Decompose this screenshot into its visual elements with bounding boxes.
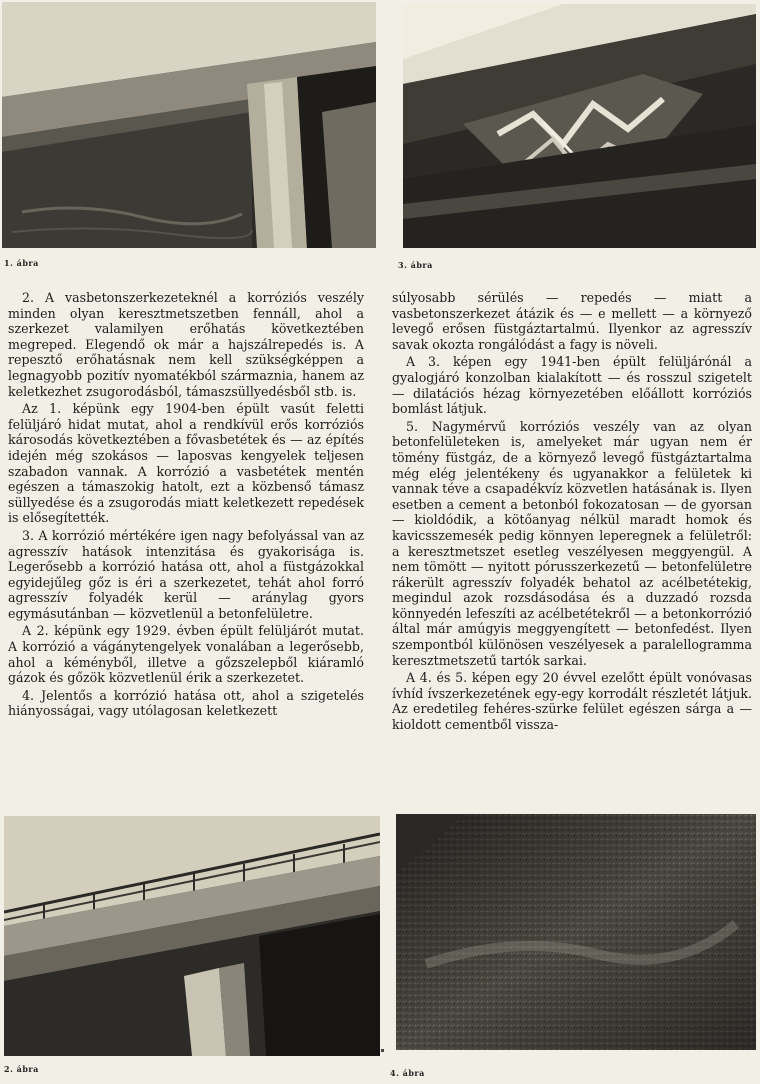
paragraph: A 3. képen egy 1941-ben épült felüljárónál a gyalogjáró konzolban kialakított — és rosszul szigetelt — dilatációs hézag környezetében előállott korróziós bomlást látjuk.	[392, 354, 752, 417]
left-text-column	[8, 290, 364, 721]
bridge-underside-image	[2, 2, 376, 248]
print-mark	[381, 1049, 384, 1052]
paragraph: 4. Jelentős a korrózió hatása ott, ahol a szigetelés hiányosságai, vagy utólagosan keletkezett	[8, 687, 364, 719]
figure-4-caption: 4. ábra	[390, 1068, 425, 1078]
figure-1-photo	[2, 2, 376, 248]
figure-4-photo	[396, 814, 756, 1050]
paragraph: A 4. és 5. képen egy 20 évvel ezelőtt épült vonóvasas ívhíd ívszerkezetének egy-egy korrodált részletét látjuk. Az eredetileg fehéres-szürke felület egészen sárga a — kioldott cementből vissza-	[392, 670, 752, 733]
figure-1-caption: 1. ábra	[4, 258, 39, 268]
paragraph: Az 1. képünk egy 1904-ben épült vasút feletti felüljáró hidat mutat, ahol a rendkívül erős korróziós károsodás következtében a fővasbetétek és — az építés idején még szokásos — laposvas kengyelek teljesen szabadon vannak. A korrózió a vasbetétek mentén egészen a támaszokig hatolt, ezt a közbenső támasz süllyedése és a zsugorodás miatt keletkezett repedések is elősegítették.	[8, 401, 364, 526]
right-text-column	[392, 290, 752, 735]
paragraph: A 2. képünk egy 1929. évben épült felüljárót mutat. A korrózió a vágánytengelyek vonalában a legerősebb, ahol a kéményből, illetve a gőzszelepből kiáramló gázok és gőzök közvetlenül érik a szerkezetet.	[8, 623, 364, 686]
paragraph: súlyosabb sérülés — repedés — miatt a vasbetonszerkezet átázik és — e mellett — a környező levegő erősen füstgáztartalmú. Ilyenkor az agresszív savak okozta rongálódást a fagy is növeli.	[392, 290, 752, 352]
paragraph: 5. Nagymérvű korróziós veszély van az olyan betonfelületeken is, amelyeket már ugyan nem ér tömény füstgáz, de a környező levegő füstgáztartalma még elég jelentékeny és ugyanakkor a felületek ki vannak téve a csapadékvíz közvetlen hatásának is. Ilyen esetben a cement a betonból fokozatosan — de gyorsan — kioldódik, a kötőanyag nélkül maradt homok és kavicsszemesék pedig könnyen leperegnek a felületről: a keresztmetszet esetleg veszélyesen meggyengül. A nem tömött — nyitott pórusszerkezetű — betonfelületre rákerült agresszív folyadék behatol az acélbetétekig, megindul azok rozsdásodása és a duzzadó rozsda könnyedén lefeszíti az acélbetétekről — a betonkorrózió által már amúgyis meggyengített — betonfedést. Ilyen szempontból különösen veszélyesek a paralellogramma keresztmetszetű tartók sarkai.	[392, 418, 752, 668]
concrete-surface-image	[396, 814, 756, 1050]
figure-2-photo	[4, 816, 380, 1056]
paragraph: 3. A korrózió mértékére igen nagy befolyással van az agresszív hatások intenzitása és gyakorisága is. Legerősebb a korrózió hatása ott, ahol a füstgázokkal egyidejűleg gőz is éri a szerkezetet, tehát ahol forró agresszív folyadék kerül — aránylag gyors egymásutánban — közvetlenül a betonfelületre.	[8, 527, 364, 621]
paragraph: 2. A vasbetonszerkezeteknél a korróziós veszély minden olyan keresztmetszetben fennáll, ahol a szerkezet valamilyen erőhatás következtében megreped. Elegendő ok már a hajszálrepedés is. A repesztő erőhatásnak nem kell szükségképpen a legnagyobb pozitív nyomatékból származnia, hanem az keletkezhet zsugorodásból, támaszsüllyedésből stb. is.	[8, 290, 364, 399]
figure-2-caption: 2. ábra	[4, 1064, 39, 1074]
corroded-concrete-image	[403, 4, 756, 248]
figure-3-caption: 3. ábra	[398, 260, 433, 270]
figure-3-photo	[403, 4, 756, 248]
bridge-deck-image	[4, 816, 380, 1056]
